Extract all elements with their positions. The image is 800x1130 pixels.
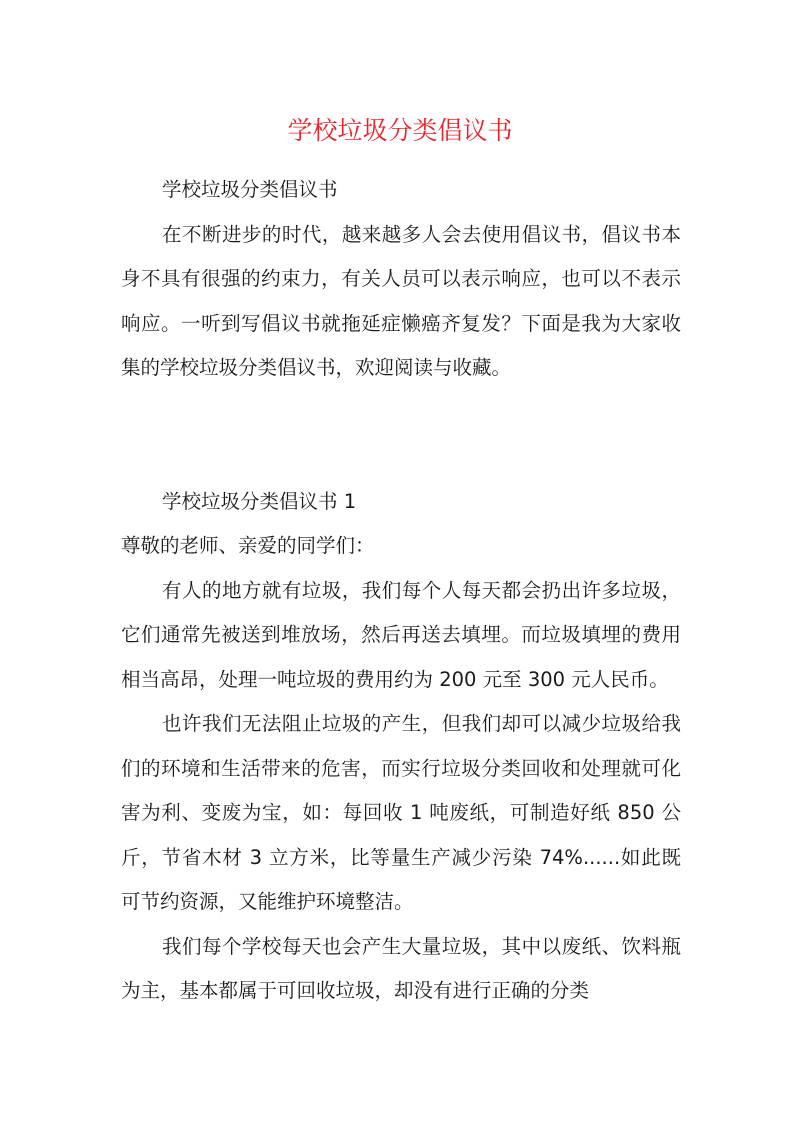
body-paragraph: 也许我们无法阻止垃圾的产生，但我们却可以减少垃圾给我们的环境和生活带来的危害，而实行垃圾分类回收和处理就可化害为利、变废为宝，如：每回收 1 吨废纸，可制造好纸 850 公斤，节省木材 3 立方米，比等量生产减少污染 74%......如此既可节约资源，又能维护环境整洁。 <box>121 712 681 913</box>
body-paragraph: 有人的地方就有垃圾，我们每个人每天都会扔出许多垃圾，它们通常先被送到堆放场，然后再送去填埋。而垃圾填埋的费用相当高昂，处理一吨垃圾的费用约为 200 元至 300 元人民币。 <box>121 578 681 691</box>
document-title: 学校垃圾分类倡议书 <box>287 116 513 145</box>
salutation: 尊敬的老师、亲爱的同学们： <box>121 534 375 557</box>
section-spacer <box>121 391 681 480</box>
document-subtitle: 学校垃圾分类倡议书 <box>162 178 338 201</box>
body-paragraph: 我们每个学校每天也会产生大量垃圾，其中以废纸、饮料瓶为主，基本都属于可回收垃圾，却没有进行正确的分类 <box>121 934 681 1002</box>
section-heading: 学校垃圾分类倡议书 1 <box>162 489 357 513</box>
intro-paragraph: 在不断进步的时代，越来越多人会去使用倡议书，倡议书本身不具有很强的约束力，有关人员可以表示响应，也可以不表示响应。一听到写倡议书就拖延症懒癌齐复发？下面是我为大家收集的学校垃圾分类倡议书，欢迎阅读与收藏。 <box>121 222 681 379</box>
document-body <box>121 168 681 1014</box>
